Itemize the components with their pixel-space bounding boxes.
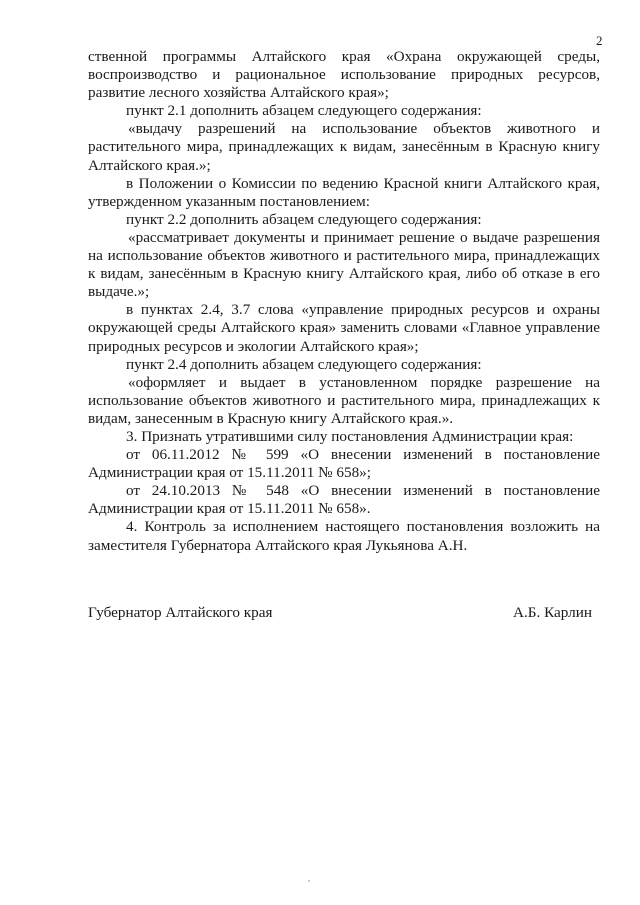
paragraph-program-name: ственной программы Алтайского края «Охрана окружающей среды, воспроизводство и рациональное использование природных ресурсов, развитие лесного хозяйства Алтайского края»; (88, 48, 600, 102)
paragraph-quote-decision: «рассматривает документы и принимает решение о выдаче разрешения на использование объектов животного и растительного мира, принадлежащих к видам, занесённым в Красную книгу Алтайского края, либо об отказе в его выдаче.»; (88, 228, 600, 301)
page-number: 2 (596, 33, 603, 48)
paragraph-resolution-548: от 24.10.2013 № 548 «О внесении изменений в постановление Администрации края от 15.11.2011 № 658». (88, 482, 600, 518)
paragraph-item-2-2: пункт 2.2 дополнить абзацем следующего содержания: (126, 210, 482, 228)
paragraph-item-2-4: пункт 2.4 дополнить абзацем следующего содержания: (126, 355, 482, 373)
scan-artifact (308, 880, 310, 882)
document-body (88, 48, 600, 555)
signatory-title: Губернатор Алтайского края (88, 604, 273, 621)
paragraph-clause-3: 3. Признать утратившими силу постановления Администрации края: (126, 427, 574, 445)
paragraph-quote-permits: «выдачу разрешений на использование объектов животного и растительного мира, принадлежащих к видам, занесённым в Красную книгу Алтайского края.»; (88, 120, 600, 174)
paragraph-resolution-599: от 06.11.2012 № 599 «О внесении изменений в постановление Администрации края от 15.11.2011 № 658»; (88, 446, 600, 482)
signatory-name: А.Б. Карлин (513, 604, 592, 621)
paragraph-quote-issue: «оформляет и выдает в установленном порядке разрешение на использование объектов животного и растительного мира, принадлежащих к видам, занесенным в Красную книгу Алтайского края.». (88, 373, 600, 427)
paragraph-clause-4: 4. Контроль за исполнением настоящего постановления возложить на заместителя Губернатора Алтайского края Лукьянова А.Н. (88, 518, 600, 554)
paragraph-commission-regulation: в Положении о Комиссии по ведению Красной книги Алтайского края, утвержденном указанным постановлением: (88, 174, 600, 210)
paragraph-item-2-1: пункт 2.1 дополнить абзацем следующего содержания: (126, 102, 482, 120)
signature-block (88, 604, 592, 622)
paragraph-items-2-4-3-7: в пунктах 2.4, 3.7 слова «управление природных ресурсов и охраны окружающей среды Алтайского края» заменить словами «Главное управление природных ресурсов и экологии Алтайского края»; (88, 301, 600, 355)
